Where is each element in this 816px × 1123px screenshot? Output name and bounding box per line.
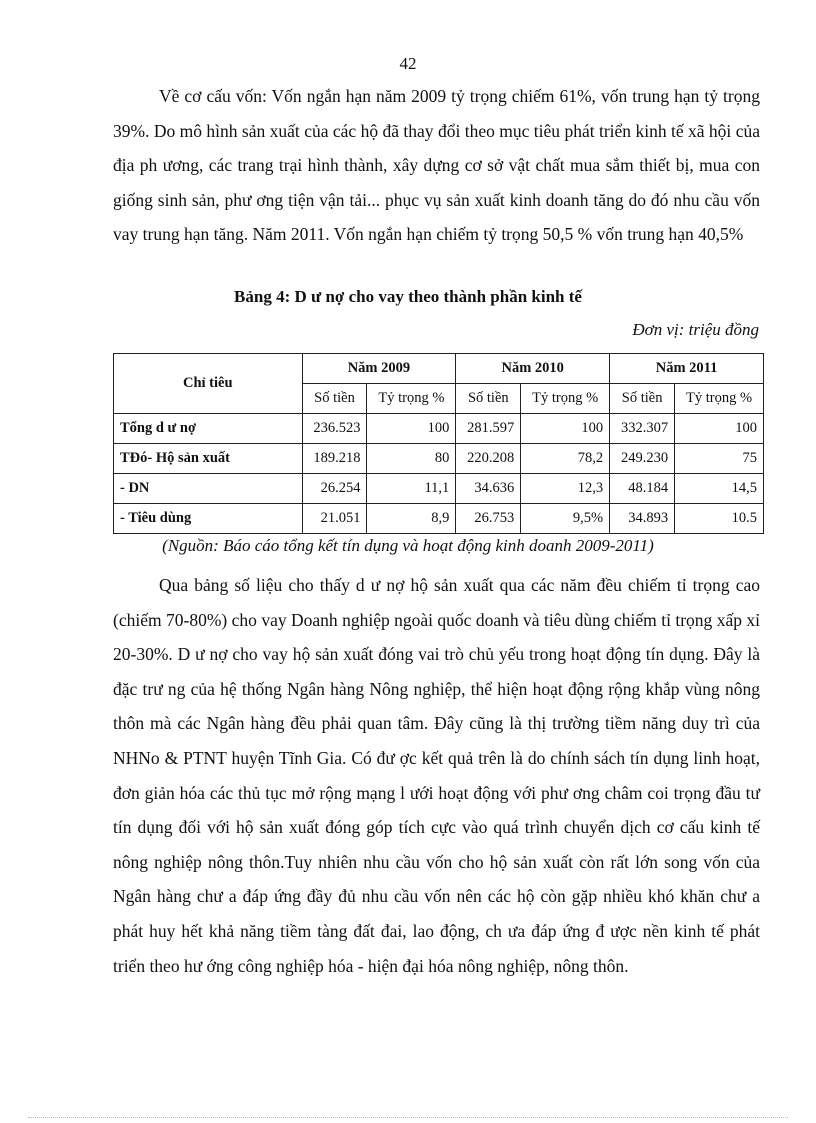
table-source: (Nguồn: Báo cáo tổng kết tín dụng và hoạt động kinh doanh 2009-2011) [162,536,654,555]
cell: 34.893 [610,504,675,534]
subheader-share: Tỷ trọng % [521,384,610,414]
cell: 220.208 [456,444,521,474]
subheader-amount: Số tiền [610,384,675,414]
row-label: - Tiêu dùng [114,504,303,534]
cell: 100 [521,414,610,444]
page-number: 42 [399,54,417,73]
loan-balance-table [113,353,764,534]
subheader-share: Tỷ trọng % [367,384,456,414]
cell: 14,5 [675,474,764,504]
cell: 34.636 [456,474,521,504]
table-header-row [114,354,764,384]
cell: 100 [367,414,456,444]
subheader-amount: Số tiền [456,384,521,414]
paragraph-analysis: Qua bảng số liệu cho thấy d ư nợ hộ sản xuất qua các năm đều chiếm tỉ trọng cao (chiếm 70-80%) cho vay Doanh nghiệp ngoài quốc doanh và tiêu dùng chiếm tỉ trọng xấp xỉ 20-30%. D ư nợ cho vay hộ sản xuất đóng vai trò chủ yếu trong hoạt động tín dụng. Đây là đặc trư ng của hệ thống Ngân hàng Nông nghiệp, thể hiện hoạt động rộng khắp vùng nông thôn mà các Ngân hàng đều phải quan tâm. Đây cũng là thị trường tiềm năng duy trì của NHNo & PTNT huyện Tĩnh Gia. Có đư ợc kết quả trên là do chính sách tín dụng linh hoạt, đơn giản hóa các thủ tục mở rộng mạng l ưới hoạt động với phư ơng châm coi trọng đầu tư tín dụng đối với hộ sản xuất đóng góp tích cực vào quá trình chuyển dịch cơ cấu kinh tế nông nghiệp nông thôn.Tuy nhiên nhu cầu vốn cho hộ sản xuất còn rất lớn song vốn của Ngân hàng chư a đáp ứng đầy đủ nhu cầu vốn nên các hộ còn gặp nhiều khó khăn chư a phát huy hết khả năng tiềm tàng đất đai, lao động, ch ưa đáp ứng đ ược nền kinh tế phát triển theo hư ớng công nghiệp hóa - hiện đại hóa nông nghiệp, nông thôn. [113,575,760,976]
cell: 189.218 [302,444,367,474]
table-row [114,474,764,504]
cell: 11,1 [367,474,456,504]
subheader-share: Tỷ trọng % [675,384,764,414]
table-title: Bảng 4: D ư nợ cho vay theo thành phần kinh tế [234,287,582,306]
cell: 100 [675,414,764,444]
cell: 75 [675,444,764,474]
cell: 21.051 [302,504,367,534]
cell: 236.523 [302,414,367,444]
row-label: - DN [114,474,303,504]
cell: 78,2 [521,444,610,474]
cell: 249.230 [610,444,675,474]
row-label: TĐó- Hộ sản xuất [114,444,303,474]
table-row [114,444,764,474]
subheader-amount: Số tiền [302,384,367,414]
header-year-2011: Năm 2011 [610,354,764,384]
cell: 26.753 [456,504,521,534]
table-row [114,414,764,444]
cell: 281.597 [456,414,521,444]
header-indicator: Chỉ tiêu [114,354,303,414]
cell: 80 [367,444,456,474]
cell: 9,5% [521,504,610,534]
table-row [114,504,764,534]
cell: 8,9 [367,504,456,534]
cell: 26.254 [302,474,367,504]
table-unit: Đơn vị: triệu đồng [632,320,759,339]
cell: 10.5 [675,504,764,534]
cell: 12,3 [521,474,610,504]
header-year-2009: Năm 2009 [302,354,456,384]
header-year-2010: Năm 2010 [456,354,610,384]
cell: 332.307 [610,414,675,444]
page-bottom-divider [28,1117,788,1118]
cell: 48.184 [610,474,675,504]
row-label: Tổng d ư nợ [114,414,303,444]
paragraph-capital-structure: Về cơ cấu vốn: Vốn ngắn hạn năm 2009 tỷ trọng chiếm 61%, vốn trung hạn tỷ trọng 39%. Do mô hình sản xuất của các hộ đã thay đổi theo mục tiêu phát triển kinh tế xã hội của địa ph ương, các trang trại hình thành, xây dựng cơ sở vật chất mua sắm thiết bị, mua con giống sinh sản, phư ơng tiện vận tải... phục vụ sản xuất kinh doanh tăng do đó nhu cầu vốn vay trung hạn tăng. Năm 2011. Vốn ngắn hạn chiếm tỷ trọng 50,5 % vốn trung hạn 40,5% [113,86,760,245]
